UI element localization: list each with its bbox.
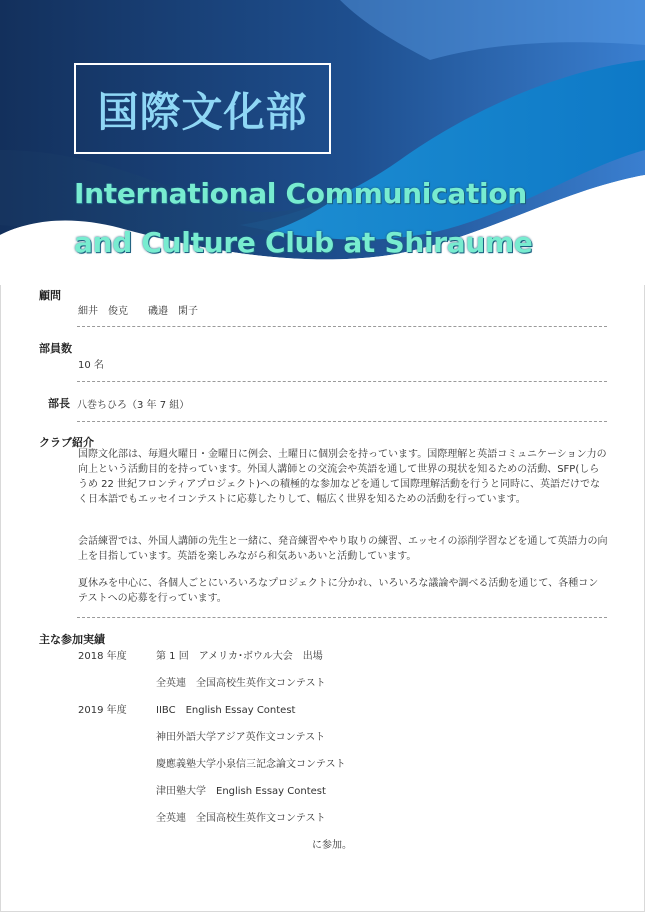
achievement-year: 2018 年度 xyxy=(78,651,127,662)
japanese-title: 国際文化部 xyxy=(97,88,308,136)
captain-label: 部長 xyxy=(48,397,70,410)
intro-paragraph-3: 夏休みを中心に、各個人ごとにいろいろなプロジェクトに分かれ、いろいろな議論や調べる活動を通じて、各種コンテストへの応募を行っています。 xyxy=(78,578,599,604)
achievement-item: 全英連 全国高校生英作文コンテスト xyxy=(156,678,326,689)
divider xyxy=(77,617,607,618)
intro-paragraph-1: 国際文化部は、毎週火曜日・金曜日に例会、土曜日に個別会を持っています。国際理解と英語コミュニケーション力の向上という活動目的を持っています。外国人講師との交流会や英語を通して世界の現状を知るための活動、SFP(しらうめ 22 世紀フロンティアプロジェクト)への積極的な参加などを通して国際理解活動を行うと同時に、英語だけでなく日本語でもエッセイコンテストに応募したりして、幅広く世界を知るための活動を行っています。 xyxy=(78,449,607,505)
divider xyxy=(77,326,607,327)
achievement-item: 神田外語大学アジア英作文コンテスト xyxy=(156,732,326,743)
achievement-item: 第 1 回 アメリカ･ボウル大会 出場 xyxy=(156,651,323,662)
intro-label: クラブ紹介 xyxy=(39,436,94,449)
captain-value: 八巻ちひろ（3 年 7 組） xyxy=(77,400,190,411)
divider xyxy=(77,421,607,422)
english-title-line-2: and Culture Club at Shiraume xyxy=(74,226,533,259)
english-title-line-1: International Communication xyxy=(74,177,527,210)
members-value: 10 名 xyxy=(78,360,104,371)
achievement-item: 全英連 全国高校生英作文コンテスト xyxy=(156,813,326,824)
achievement-item: 慶應義塾大学小泉信三記念論文コンテスト xyxy=(156,759,346,770)
japanese-title-box xyxy=(74,63,331,154)
achievements-closing: に参加。 xyxy=(312,840,352,851)
divider xyxy=(77,381,607,382)
achievements-label: 主な参加実績 xyxy=(39,633,105,646)
achievement-item: IIBC English Essay Contest xyxy=(156,705,296,716)
intro-paragraph-2: 会話練習では、外国人講師の先生と一緒に、発音練習ややり取りの練習、エッセイの添削学習などを通して英語力の向上を目指しています。英語を楽しみながら和気あいあいと活動しています。 xyxy=(78,536,608,562)
header-banner xyxy=(0,0,645,285)
achievement-year: 2019 年度 xyxy=(78,705,127,716)
achievement-item: 津田塾大学 English Essay Contest xyxy=(156,786,326,797)
advisor-label: 顧問 xyxy=(39,289,61,302)
members-label: 部員数 xyxy=(39,342,72,355)
advisor-value: 細井 俊克 磯邉 閑子 xyxy=(78,306,198,317)
